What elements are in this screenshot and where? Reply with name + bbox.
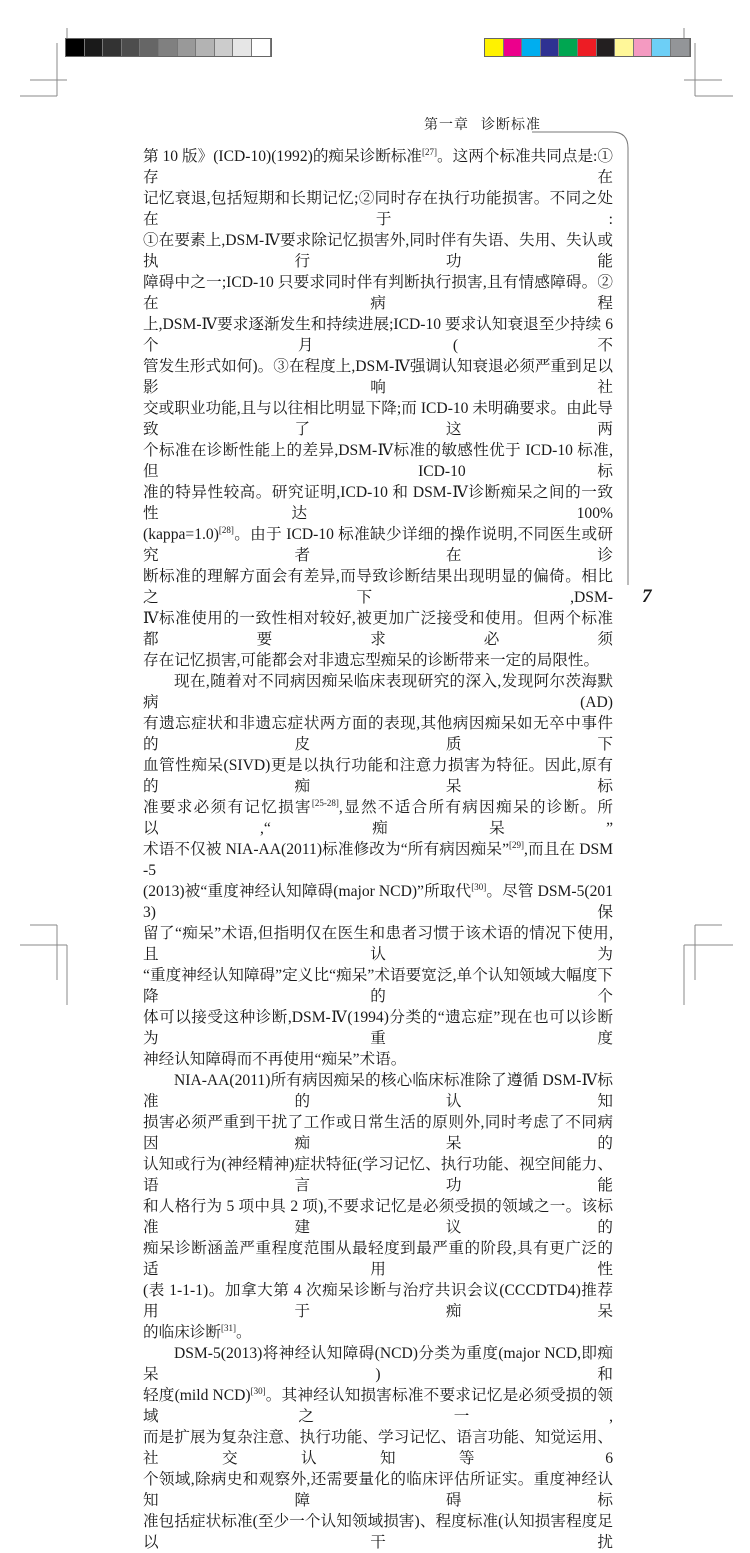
line-text: 现在,随着对不同病因痴呆临床表现研究的深入,发现阿尔茨海默病(AD) bbox=[143, 673, 613, 711]
text-line bbox=[143, 566, 613, 608]
line-text: 记忆衰退,包括短期和长期记忆;②同时存在执行功能损害。不同之处在于: bbox=[143, 190, 613, 228]
text-line bbox=[143, 146, 613, 188]
line-text: 。尽管 DSM-5(2013)保 bbox=[143, 883, 613, 921]
swatch bbox=[541, 39, 560, 56]
swatch bbox=[578, 39, 597, 56]
swatch bbox=[652, 39, 671, 56]
text-line bbox=[143, 1007, 613, 1049]
page-number: 7 bbox=[642, 586, 652, 607]
line-text: 留了“痴呆”术语,但指明仅在医生和患者习惯于该术语的情况下使用,且认为 bbox=[143, 925, 613, 963]
citation-ref: [28] bbox=[218, 525, 234, 535]
text-line bbox=[143, 1238, 613, 1280]
swatch bbox=[122, 39, 141, 56]
swatch bbox=[252, 39, 271, 56]
swatch bbox=[103, 39, 122, 56]
line-text: 个领域,除病史和观察外,还需要量化的临床评估所证实。重度神经认知障碍标 bbox=[143, 1471, 613, 1509]
line-text: DSM-5(2013)将神经认知障碍(NCD)分类为重度(major NCD,即痴呆)和 bbox=[143, 1345, 613, 1383]
line-text: 的临床诊断 bbox=[143, 1324, 221, 1341]
swatch bbox=[159, 39, 178, 56]
text-line bbox=[143, 608, 613, 650]
chapter-label: 第一章 bbox=[424, 118, 469, 133]
line-text: “重度神经认知障碍”定义比“痴呆”术语要宽泛,单个认知领域大幅度下降的个 bbox=[143, 967, 613, 1005]
swatch bbox=[66, 39, 85, 56]
text-line bbox=[143, 755, 613, 797]
citation-ref: [31] bbox=[220, 1323, 236, 1333]
text-line bbox=[143, 1511, 613, 1553]
body-text bbox=[143, 146, 613, 1553]
line-text: 个标准在诊断性能上的差异,DSM-Ⅳ标准的敏感性优于 ICD-10 标准,但 ICD-10 标 bbox=[143, 442, 613, 480]
swatch bbox=[485, 39, 504, 56]
swatch bbox=[215, 39, 234, 56]
swatch bbox=[85, 39, 104, 56]
citation-ref: [30] bbox=[250, 1386, 266, 1396]
swatch bbox=[522, 39, 541, 56]
text-line bbox=[143, 188, 613, 230]
line-text: 第 10 版》(ICD-10)(1992)的痴呆诊断标准 bbox=[143, 148, 423, 165]
text-line bbox=[143, 314, 613, 356]
citation-ref: [27] bbox=[422, 147, 438, 157]
line-text: ①在要素上,DSM-Ⅳ要求除记忆损害外,同时伴有失语、失用、失认或执行功能 bbox=[143, 232, 613, 270]
citation-ref: [25-28] bbox=[311, 798, 339, 808]
color-calibration-bar bbox=[484, 38, 691, 57]
line-text: 血管性痴呆(SIVD)更是以执行功能和注意力损害为特征。因此,原有的痴呆标 bbox=[143, 757, 613, 795]
text-line bbox=[143, 1196, 613, 1238]
swatch bbox=[634, 39, 653, 56]
text-line bbox=[143, 272, 613, 314]
line-text: (2013)被“重度神经认知障碍(major NCD)”所取代 bbox=[143, 883, 472, 900]
line-text: 神经认知障碍而不再使用“痴呆”术语。 bbox=[143, 1051, 407, 1068]
line-text: 而是扩展为复杂注意、执行功能、学习记忆、语言功能、知觉运用、社交认知等 6 bbox=[143, 1429, 613, 1467]
line-text: 。这两个标准共同点是:①存在 bbox=[143, 148, 613, 186]
line-text: 准的特异性较高。研究证明,ICD-10 和 DSM-Ⅳ诊断痴呆之间的一致性达 100% bbox=[143, 484, 613, 522]
text-line bbox=[143, 923, 613, 965]
line-text: 认知或行为(神经精神)症状特征(学习记忆、执行功能、视空间能力、语言功能 bbox=[143, 1156, 613, 1194]
grayscale-calibration-bar bbox=[65, 38, 272, 57]
text-line bbox=[143, 230, 613, 272]
text-line bbox=[143, 1322, 613, 1343]
line-text: 痴呆诊断涵盖严重程度范围从最轻度到最严重的阶段,具有更广泛的适用性 bbox=[143, 1240, 613, 1278]
chapter-title: 诊断标准 bbox=[481, 118, 541, 133]
text-line bbox=[143, 1343, 613, 1385]
text-line bbox=[143, 1070, 613, 1112]
text-line bbox=[143, 965, 613, 1007]
text-line bbox=[143, 356, 613, 398]
text-line bbox=[143, 1427, 613, 1469]
line-text: 存在记忆损害,可能都会对非遗忘型痴呆的诊断带来一定的局限性。 bbox=[143, 652, 600, 669]
text-line bbox=[143, 881, 613, 923]
text-line bbox=[143, 440, 613, 482]
line-text: 交或职业功能,且与以往相比明显下降;而 ICD-10 未明确要求。由此导致了这两 bbox=[143, 400, 613, 438]
text-line bbox=[143, 1280, 613, 1322]
text-line bbox=[143, 839, 613, 881]
text-line bbox=[143, 797, 613, 839]
text-line bbox=[143, 398, 613, 440]
text-line bbox=[143, 1469, 613, 1511]
swatch bbox=[597, 39, 616, 56]
text-line bbox=[143, 650, 613, 671]
line-text: ,显然不适合所有病因痴呆的诊断。所以,“痴呆” bbox=[143, 799, 613, 837]
swatch bbox=[233, 39, 252, 56]
text-line bbox=[143, 1385, 613, 1427]
line-text: (表 1-1-1)。加拿大第 4 次痴呆诊断与治疗共识会议(CCCDTD4)推荐用于痴呆 bbox=[143, 1282, 613, 1320]
swatch bbox=[196, 39, 215, 56]
line-text: 上,DSM-Ⅳ要求逐渐发生和持续进展;ICD-10 要求认知衰退至少持续 6 个月(不 bbox=[143, 316, 613, 354]
text-line bbox=[143, 1112, 613, 1154]
swatch bbox=[671, 39, 690, 56]
text-line bbox=[143, 1154, 613, 1196]
running-header bbox=[424, 118, 553, 134]
text-line bbox=[143, 482, 613, 524]
line-text: 术语不仅被 NIA-AA(2011)标准修改为“所有病因痴呆” bbox=[143, 841, 509, 858]
line-text: 损害必须严重到干扰了工作或日常生活的原则外,同时考虑了不同病因痴呆的 bbox=[143, 1114, 613, 1152]
line-text: 障碍中之一;ICD-10 只要求同时伴有判断执行损害,且有情感障碍。②在病程 bbox=[143, 274, 613, 312]
text-line bbox=[143, 671, 613, 713]
line-text: 断标准的理解方面会有差异,而导致诊断结果出现明显的偏倚。相比之下,DSM- bbox=[143, 568, 613, 606]
line-text: NIA-AA(2011)所有病因痴呆的核心临床标准除了遵循 DSM-Ⅳ标准的认知 bbox=[143, 1072, 613, 1110]
citation-ref: [30] bbox=[471, 882, 487, 892]
text-line bbox=[143, 1049, 613, 1070]
line-text: 。 bbox=[235, 1324, 252, 1341]
line-text: ,而且在 DSM-5 bbox=[143, 841, 613, 879]
line-text: Ⅳ标准使用的一致性相对较好,被更加广泛接受和使用。但两个标准都要求必须 bbox=[143, 610, 613, 648]
swatch bbox=[615, 39, 634, 56]
line-text: 和人格行为 5 项中具 2 项),不要求记忆是必须受损的领域之一。该标准建议的 bbox=[143, 1198, 613, 1236]
line-text: 准要求必须有记忆损害 bbox=[143, 799, 312, 816]
swatch bbox=[140, 39, 159, 56]
line-text: 。其神经认知损害标准不要求记忆是必须受损的领域之一, bbox=[143, 1387, 613, 1425]
text-line bbox=[143, 524, 613, 566]
swatch bbox=[559, 39, 578, 56]
line-text: (kappa=1.0) bbox=[143, 526, 219, 543]
line-text: 。由于 ICD-10 标准缺少详细的操作说明,不同医生或研究者在诊 bbox=[143, 526, 613, 564]
citation-ref: [29] bbox=[509, 840, 524, 850]
line-text: 有遗忘症状和非遗忘症状两方面的表现,其他病因痴呆如无卒中事件的皮质下 bbox=[143, 715, 613, 753]
line-text: 轻度(mild NCD) bbox=[143, 1387, 251, 1404]
line-text: 准包括症状标准(至少一个认知领域损害)、程度标准(认知损害程度足以干扰 bbox=[143, 1513, 613, 1551]
swatch bbox=[178, 39, 197, 56]
line-text: 体可以接受这种诊断,DSM-Ⅳ(1994)分类的“遗忘症”现在也可以诊断为重度 bbox=[143, 1009, 613, 1047]
text-line bbox=[143, 713, 613, 755]
swatch bbox=[504, 39, 523, 56]
line-text: 管发生形式如何)。③在程度上,DSM-Ⅳ强调认知衰退必须严重到足以影响社 bbox=[143, 358, 613, 396]
